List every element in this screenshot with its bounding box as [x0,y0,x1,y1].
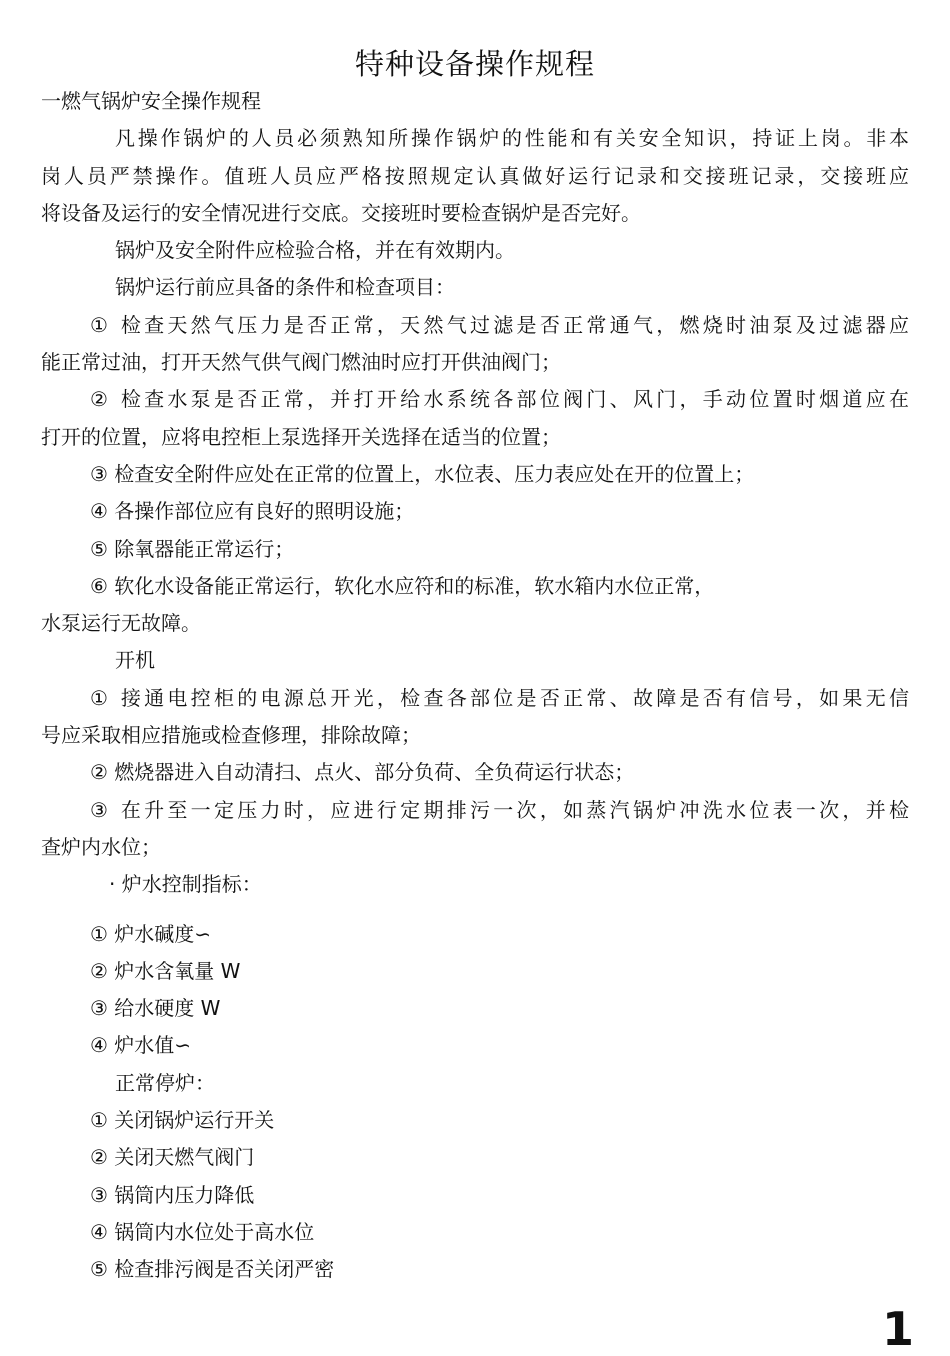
shutdown-item: ② 关闭天燃气阀门 [90,1145,255,1170]
check-item: ③ 检查安全附件应处在正常的位置上，水位表、压力表应处在开的位置上； [90,461,755,486]
water-item: ① 炉水碱度∽ [90,921,212,946]
paragraph-line: 凡操作锅炉的人员必须熟知所操作锅炉的性能和有关安全知识，持证上岗。非本 [115,126,909,151]
check-item: ① 检查天然气压力是否正常，天然气过滤是否正常通气，燃烧时油泵及过滤器应 [90,312,909,337]
paragraph-line: 岗人员严禁操作。值班人员应严格按照规定认真做好运行记录和交接班记录，交接班应 [41,163,909,188]
paragraph-line: 锅炉及安全附件应检验合格，并在有效期内。 [115,238,515,263]
shutdown-heading: 正常停炉： [115,1070,215,1095]
startup-heading: 开机 [115,648,155,673]
shutdown-item: ⑤ 检查排污阀是否关闭严密 [90,1257,335,1282]
shutdown-item: ① 关闭锅炉运行开关 [90,1108,275,1133]
water-heading: · 炉水控制指标： [109,872,262,897]
section-heading: 一燃气锅炉安全操作规程 [41,89,261,113]
startup-item: ③ 在升至一定压力时，应进行定期排污一次，如蒸汽锅炉冲洗水位表一次，并检 [90,797,909,822]
paragraph-line: 将设备及运行的安全情况进行交底。交接班时要检查锅炉是否完好。 [41,200,641,225]
paragraph-line: 锅炉运行前应具备的条件和检查项目： [115,275,455,300]
startup-item: ① 接通电控柜的电源总开光，检查各部位是否正常、故障是否有信号，如果无信 [90,685,909,710]
startup-item: ② 燃烧器进入自动清扫、点火、部分负荷、全负荷运行状态； [90,760,635,785]
page-title: 特种设备操作规程 [354,47,595,81]
check-item-cont: 能正常过油，打开天然气供气阀门燃油时应打开供油阀门； [41,350,561,375]
check-item-cont: 打开的位置，应将电控柜上泵选择开关选择在适当的位置； [41,424,561,449]
check-item-cont: 水泵运行无故障。 [41,611,201,636]
water-item: ② 炉水含氧量 W [90,958,241,983]
check-item: ② 检查水泵是否正常，并打开给水系统各部位阀门、风门，手动位置时烟道应在 [90,387,909,412]
shutdown-item: ③ 锅筒内压力降低 [90,1182,255,1207]
shutdown-item: ④ 锅筒内水位处于高水位 [90,1219,315,1244]
startup-item-cont: 查炉内水位； [41,834,161,859]
page-number: 1 [882,1302,915,1356]
water-item: ③ 给水硬度 W [90,996,221,1021]
check-item: ④ 各操作部位应有良好的照明设施； [90,499,415,524]
water-item: ④ 炉水值∽ [90,1033,192,1058]
check-item: ⑤ 除氧器能正常运行； [90,536,295,561]
spacer [41,904,909,916]
startup-item-cont: 号应采取相应措施或检查修理，排除故障； [41,723,421,748]
check-item: ⑥ 软化水设备能正常运行，软化水应符和的标准，软水箱内水位正常， [90,573,715,598]
document-body [41,83,909,1289]
